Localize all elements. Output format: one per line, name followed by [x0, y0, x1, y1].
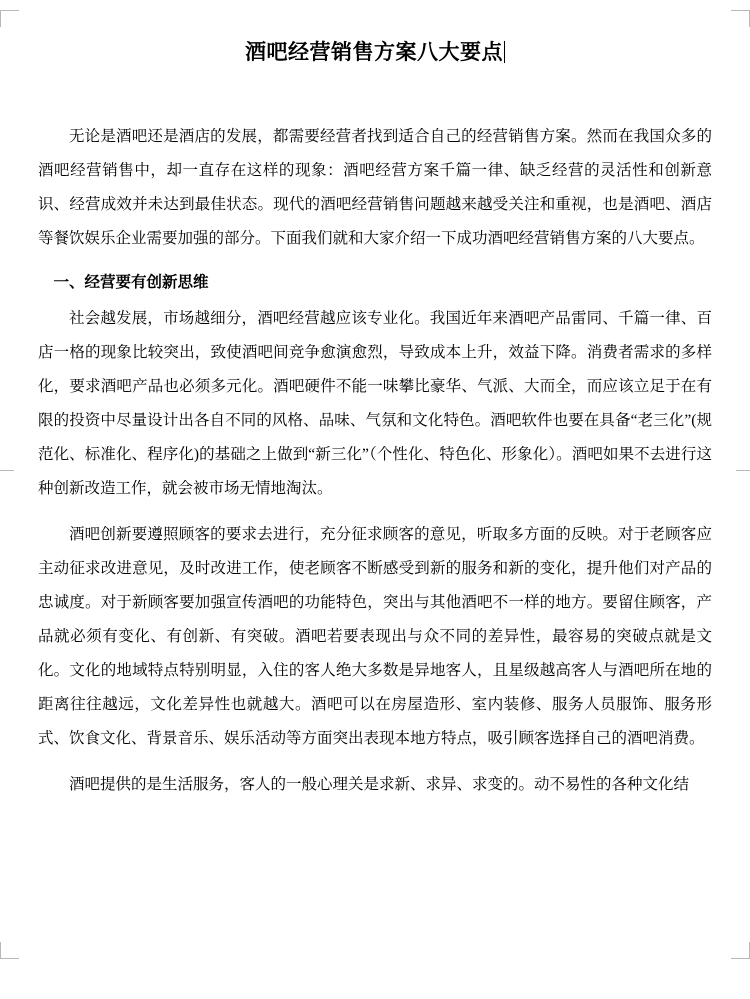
document-content	[38, 120, 712, 802]
paragraph-intro: 无论是酒吧还是酒店的发展，都需要经营者找到适合自己的经营销售方案。然而在我国众多的酒吧经营销售中，却一直存在这样的现象：酒吧经营方案千篇一律、缺乏经营的灵活性和创新意识、经营成效并未达到最佳状态。现代的酒吧经营销售问题越来越受关注和重视，也是酒吧、酒店等餐饮娱乐企业需要加强的部分。下面我们就和大家介绍一下成功酒吧经营销售方案的八大要点。	[38, 128, 712, 247]
crop-mark-top-left	[0, 10, 19, 27]
crop-mark-top-right	[731, 10, 750, 27]
page-title-text: 酒吧经营销售方案八大要点	[245, 40, 503, 64]
crop-mark-bottom-left	[0, 942, 19, 959]
crop-mark-middle-left	[0, 470, 14, 472]
text-cursor	[504, 41, 505, 63]
paragraph-section-2: 酒吧创新要遵照顾客的要求去进行，充分征求顾客的意见，听取多方面的反映。对于老顾客应主动征求改进意见，及时改进工作，使老顾客不断感受到新的服务和新的变化，提升他们对产品的忠诚度。对于新顾客要加强宣传酒吧的功能特色，突出与其他酒吧不一样的地方。要留住顾客，产品就必须有变化、有创新、有突破。酒吧若要表现出与众不同的差异性，最容易的突破点就是文化。文化的地域特点特别明显，入住的客人绝大多数是异地客人，且星级越高客人与酒吧所在地的距离往往越远，文化差异性也就越大。酒吧可以在房屋造形、室内装修、服务人员服饰、服务形式、饮食文化、背景音乐、娱乐活动等方面突出表现本地方特点，吸引顾客选择自己的酒吧消费。	[38, 526, 712, 747]
paragraph-section-1: 社会越发展，市场越细分，酒吧经营越应该专业化。我国近年来酒吧产品雷同、千篇一律、百店一格的现象比较突出，致使酒吧间竞争愈演愈烈，导致成本上升，效益下降。消费者需求的多样化，要求酒吧产品也必须多元化。酒吧硬件不能一味攀比豪华、气派、大而全，而应该立足于在有限的投资中尽量设计出各自不同的风格、品味、气氛和文化特色。酒吧软件也要在具备“老三化”(规范化、标准化、程序化)的基础之上做到“新三化”（个性化、特色化、形象化）。酒吧如果不去进行这种创新改造工作，就会被市场无情地淘汰。	[38, 310, 712, 497]
document-body	[38, 0, 712, 999]
paragraph-section-3: 酒吧提供的是生活服务，客人的一般心理关是求新、求异、求变的。动不易性的各种文化结	[69, 776, 690, 793]
crop-mark-middle-right	[736, 470, 750, 472]
page-title	[38, 36, 712, 66]
section-heading-1: 一、经营要有创新思维	[53, 274, 209, 291]
crop-mark-bottom-right	[731, 942, 750, 959]
